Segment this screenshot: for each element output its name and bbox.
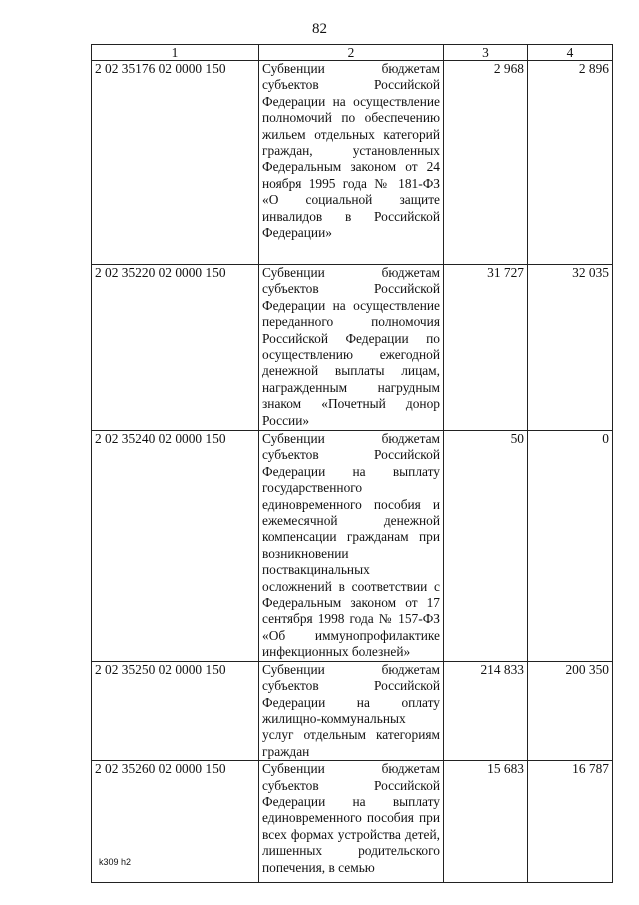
budget-code: 2 02 35240 02 0000 150 [92, 431, 259, 662]
value-col-3: 2 968 [444, 61, 528, 265]
value-col-4: 0 [528, 431, 613, 662]
row-description: Субвенции бюджетам субъектов Российской Федерации на выплату государственного единовременного пособия и ежемесячной денежной компенсации гражданам при возникновении поствакцинальных осложнений в соответствии с Федеральным законом от 17 сентября 1998 года № 157-ФЗ «Об иммунопрофилактике инфекционных болезней» [259, 431, 444, 662]
row-description: Субвенции бюджетам субъектов Российской Федерации на осуществление полномочий по обеспечению жильем отдельных категорий граждан, установленных Федеральным законом от 24 ноября 1995 года № 181-ФЗ «О социальной защите инвалидов в Российской Федерации» [259, 61, 444, 265]
column-header-3: 3 [444, 45, 528, 61]
value-col-4: 2 896 [528, 61, 613, 265]
row-description: Субвенции бюджетам субъектов Российской Федерации на осуществление переданного полномочия Российской Федерации по осуществлению ежегодной денежной выплаты лицам, награжденным нагрудным знаком «Почетный донор России» [259, 265, 444, 431]
column-header-1: 1 [92, 45, 259, 61]
table-body [92, 61, 613, 883]
page-number: 82 [312, 21, 327, 37]
value-col-3: 31 727 [444, 265, 528, 431]
column-header-4: 4 [528, 45, 613, 61]
value-col-3: 15 683 [444, 761, 528, 883]
table-header [92, 45, 613, 61]
budget-code: 2 02 35260 02 0000 150 [92, 761, 259, 883]
row-description: Субвенции бюджетам субъектов Российской Федерации на оплату жилищно-коммунальных услуг отдельным категориям граждан [259, 661, 444, 760]
budget-table [91, 44, 613, 883]
value-col-4: 32 035 [528, 265, 613, 431]
table-row [92, 761, 613, 883]
column-header-2: 2 [259, 45, 444, 61]
table-row [92, 661, 613, 760]
table-row [92, 265, 613, 431]
value-col-4: 200 350 [528, 661, 613, 760]
row-description: Субвенции бюджетам субъектов Российской Федерации на выплату единовременного пособия при всех формах устройства детей, лишенных родительского попечения, в семью [259, 761, 444, 883]
footer-code: k309 h2 [99, 857, 132, 867]
table-row [92, 61, 613, 265]
value-col-3: 214 833 [444, 661, 528, 760]
value-col-4: 16 787 [528, 761, 613, 883]
budget-code: 2 02 35250 02 0000 150 [92, 661, 259, 760]
table-row [92, 431, 613, 662]
budget-code: 2 02 35176 02 0000 150 [92, 61, 259, 265]
value-col-3: 50 [444, 431, 528, 662]
budget-code: 2 02 35220 02 0000 150 [92, 265, 259, 431]
